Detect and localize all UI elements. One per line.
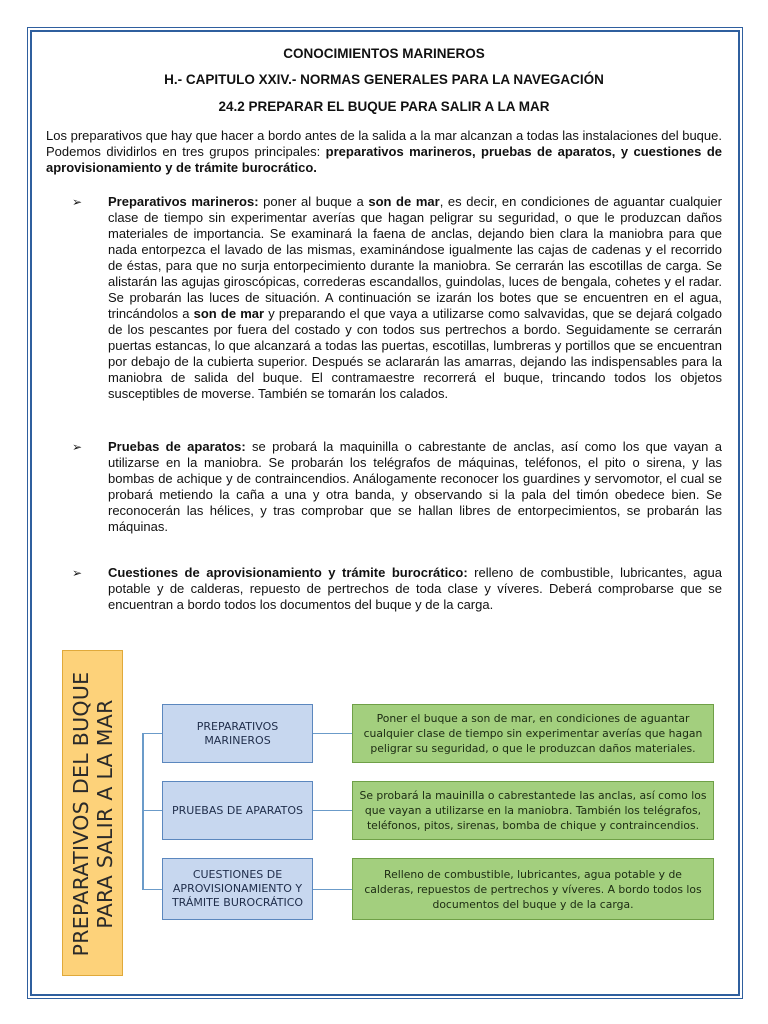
description-box: Se probará la mauinilla o cabrestantede las anclas, así como los que vayan a utilizarse en la maniobra. También los telégrafos, teléfonos, pitos, sirenas, bomba de chique y contraincendios. [352,781,714,840]
intro-text: Los preparativos que hay que hacer a bordo antes de la salida a la mar alcanzan a todas las instalaciones del buque. Podemos dividirlos en tres grupos principales: [46,128,722,159]
bottom-rule [30,998,740,999]
bullet-text: poner al buque a [258,194,369,209]
bullet-title: Pruebas de aparatos: [108,439,246,454]
diagram-title-line2: PARA SALIR A LA MAR [93,699,117,929]
bullet-keyword: son de mar [193,306,265,321]
arrow-bullet-icon: ➢ [72,195,83,209]
connector-branch [142,889,162,890]
arrow-bullet-icon: ➢ [72,566,83,580]
connector-link [313,733,352,734]
bullet-pruebas-aparatos [72,439,722,535]
diagram-title [69,659,117,969]
bullet-title: Cuestiones de aprovisionamiento y trámite burocrático: [108,565,468,580]
bullet-title: Preparativos marineros: [108,194,259,209]
connector-trunk [142,733,144,890]
header-title: CONOCIMIENTOS MARINEROS [283,46,485,61]
bullet-text: se probará la maquinilla o cabrestante de anclas, así como los que vayan a utilizarse en la maniobra. Se probarán los telégrafos de máquinas, teléfonos, el pito o sirena, y las bombas de achique y de contraincendios. Análogamente reconocer los guardines y servomotor, el cual se probará metiendo la caña a una y otra banda, y observando si la pala del timón obedece bien. Se reconocerán las hélices, y tras comprobar que se hallan libres de entorpecimientos, se probarán las máquinas. [108,439,722,534]
intro-paragraph [46,128,722,176]
bullet-aprovisionamiento [72,565,722,613]
connector-branch [142,810,162,811]
bullet-text: y preparando el que vaya a utilizarse como salvavidas, que se dejará colgado de los pescantes por fuera del costado y con todos sus pertrechos a bordo. Seguidamente se cerrarán puertas estancas, lo que alcanzará a todas las puertas, escotillas, lumbreras y portillos que se encuentran por debajo de la cubierta superior. Después se aclararán las amarras, dejando las indispensables para la maniobra de salida del buque. El contramaestre recorrerá el buque, trincando todos los objetos susceptibles de moverse. También se tomarán los calados. [108,306,723,401]
category-box: PRUEBAS DE APARATOS [162,781,313,840]
category-box: PREPARATIVOS MARINEROS [162,704,313,763]
diagram-title-line1: PREPARATIVOS DEL BUQUE [69,671,93,957]
connector-link [313,889,352,890]
intro-bold: preparativos marineros, pruebas de aparatos, y cuestiones de aprovisionamiento y de trámite burocrático. [46,144,722,175]
bullet-text: relleno de combustible, lubricantes, agua potable y de calderas, repuesto de pertrechos de toda clase y víveres. Deberá comprobarse que se encuentran a bordo todos los documentos del buque y de la carga. [108,565,722,612]
connector-link [313,810,352,811]
bullet-preparativos-marineros [72,194,723,402]
description-box: Relleno de combustible, lubricantes, agua potable y de calderas, repuestos de pertrechos y víveres. A bordo todos los documentos del buque y de la carga. [352,858,714,920]
bullet-text: , es decir, en condiciones de aguantar cualquier clase de tiempo sin experimentar averías que hagan peligrar su seguridad, o que le produzcan daños materiales de importancia. Se examinará la faena de anclas, dejando bien clara la maniobra para que nada entorpezca el lavado de las mismas, examinándose igualmente las cajas de cadenas y el recorrido de éstas, para que no surja entorpecimiento durante la maniobra. Se cerrarán las escotillas de carga. Se alistarán las agujas giroscópicas, correderas escandallos, guindolas, luces de bengala, cohetes y el radar. Se probarán las luces de situación. A continuación se izarán los botes que se encuentren en el agua, trincándolos a [108,194,722,321]
bullet-keyword: son de mar [368,194,440,209]
section-title: 24.2 PREPARAR EL BUQUE PARA SALIR A LA MAR [218,99,550,114]
category-box: CUESTIONES DE APROVISIONAMIENTO Y TRÁMITE BUROCRÁTICO [162,858,313,920]
description-box: Poner el buque a son de mar, en condiciones de aguantar cualquier clase de tiempo sin experimentar averías que hagan peligrar su seguridad, o que le produzcan daños materiales. [352,704,714,763]
chapter-title: H.- CAPITULO XXIV.- NORMAS GENERALES PARA LA NAVEGACIÓN [164,72,604,87]
arrow-bullet-icon: ➢ [72,440,83,454]
connector-branch [142,733,162,734]
diagram-title-box [62,650,123,976]
